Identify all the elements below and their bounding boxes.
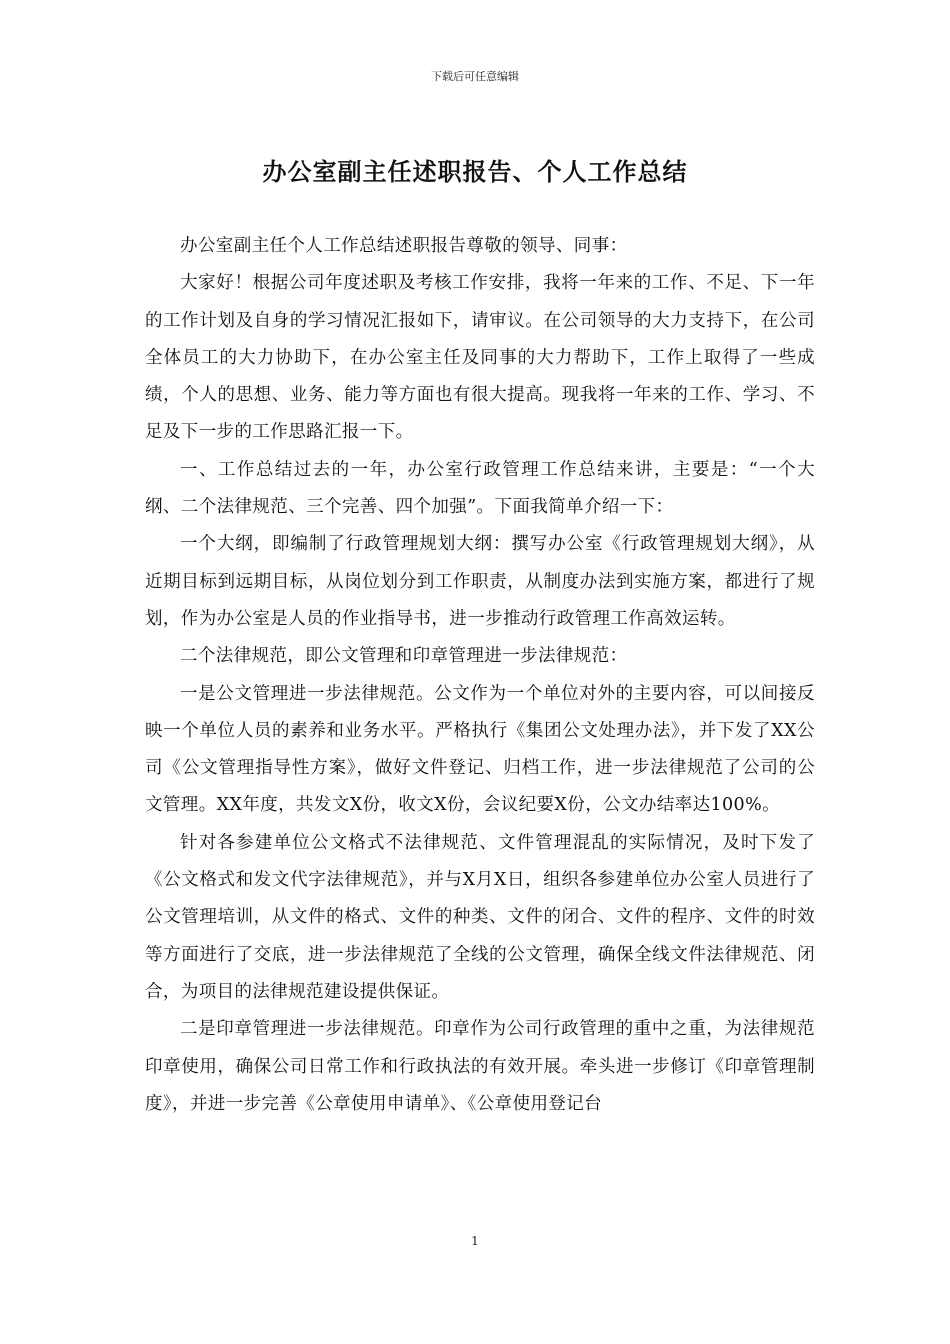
paragraph: 二个法律规范，即公文管理和印章管理进一步法律规范： (180, 646, 628, 667)
paragraph: 针对各参建单位公文格式不法律规范、文件管理混乱的实际情况，及时下发了《公文格式和发文代字法律规范》，并与X月X日，组织各参建单位办公室人员进行了公文管理培训，从文件的格式、文件的种类、文件的闭合、文件的程序、文件的时效等方面进行了交底，进一步法律规范了全线的公文管理，确保全线文件法律规范、闭合，为项目的法律规范建设提供保证。 (145, 832, 815, 1002)
document-body (145, 228, 815, 1123)
page-number: 1 (471, 1234, 479, 1248)
paragraph: 一、工作总结过去的一年，办公室行政管理工作总结来讲，主要是：“一个大纲、二个法律规范、三个完善、四个加强”。下面我简单介绍一下： (145, 459, 815, 518)
paragraph: 二是印章管理进一步法律规范。印章作为公司行政管理的重中之重，为法律规范印章使用，确保公司日常工作和行政执法的有效开展。牵头进一步修订《印章管理制度》，并进一步完善《公章使用申请单》、《公章使用登记台 (145, 1019, 815, 1114)
document-title: 办公室副主任述职报告、个人工作总结 (262, 158, 688, 186)
paragraph: 大家好！根据公司年度述职及考核工作安排，我将一年来的工作、不足、下一年的工作计划及自身的学习情况汇报如下，请审议。在公司领导的大力支持下，在公司全体员工的大力协助下，在办公室主任及同事的大力帮助下，工作上取得了一些成绩，个人的思想、业务、能力等方面也有很大提高。现我将一年来的工作、学习、不足及下一步的工作思路汇报一下。 (145, 273, 815, 443)
page-header: 下载后可任意编辑 (431, 70, 519, 83)
paragraph: 一个大纲，即编制了行政管理规划大纲：撰写办公室《行政管理规划大纲》，从近期目标到远期目标，从岗位划分到工作职责，从制度办法到实施方案，都进行了规划，作为办公室是人员的作业指导书，进一步推动行政管理工作高效运转。 (145, 534, 815, 629)
paragraph: 办公室副主任个人工作总结述职报告尊敬的领导、同事： (180, 236, 628, 256)
paragraph: 一是公文管理进一步法律规范。公文作为一个单位对外的主要内容，可以间接反映一个单位人员的素养和业务水平。严格执行《集团公文处理办法》，并下发了XX公司《公文管理指导性方案》，做好文件登记、归档工作，进一步法律规范了公司的公文管理。XX年度，共发文X份，收文X份，会议纪要X份，公文办结率达100%。 (145, 683, 815, 816)
